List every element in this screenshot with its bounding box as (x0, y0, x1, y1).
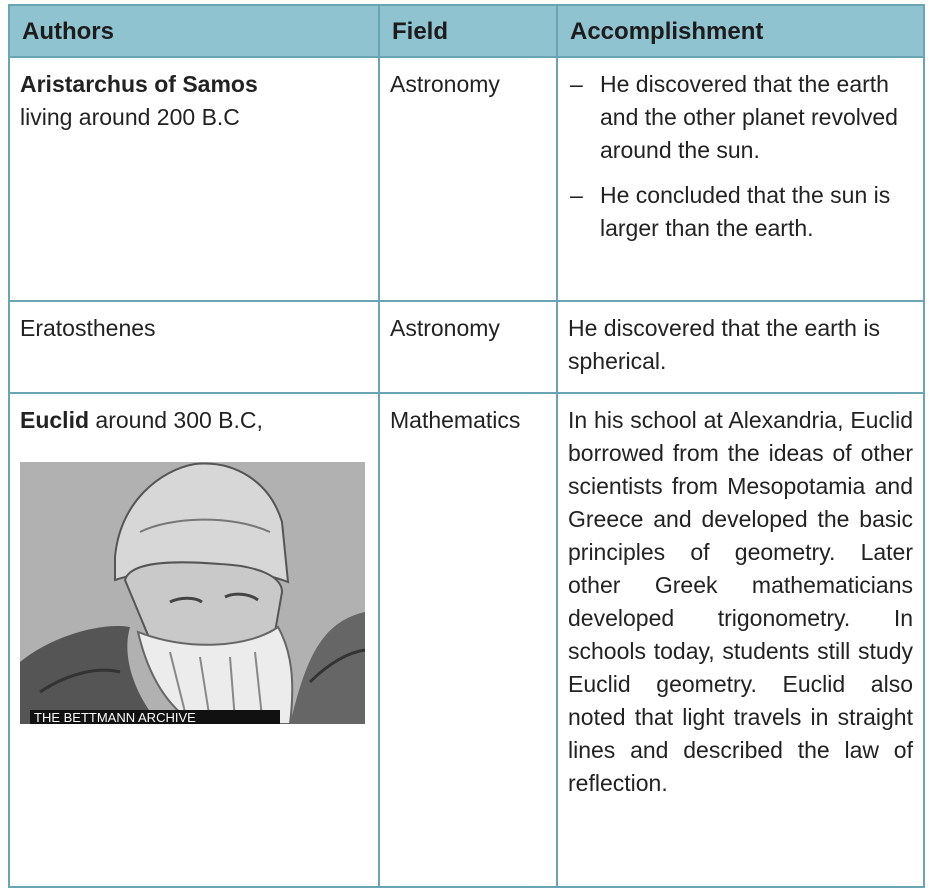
table-row (9, 301, 924, 393)
header-row (9, 5, 924, 57)
author-note: living around 200 B.C (20, 104, 240, 130)
header-field: Field (379, 5, 557, 57)
author-cell (9, 301, 379, 393)
author-name: Euclid (20, 407, 90, 433)
accomplishment-cell (557, 57, 924, 301)
accomplishment-cell: In his school at Alexandria, Euclid borrowed from the ideas of other scientists from Mesopotamia and Greece and developed the basic principles of geometry. Later other Greek mathematicians developed trigonometry. In schools today, students still study Euclid geometry. Euclid also noted that light travels in straight lines and described the law of reflection. (557, 393, 924, 887)
list-marker: – (570, 182, 583, 208)
accomplishment-cell: He discovered that the earth is spherical. (557, 301, 924, 393)
list-item-text: He discovered that the earth and the other planet revolved around the sun. (600, 71, 898, 163)
author-note: around 300 B.C, (89, 407, 263, 433)
field-cell: Astronomy (379, 301, 557, 393)
accomplishment-list (568, 68, 913, 245)
author-name: Eratosthenes (20, 315, 156, 341)
author-name: Aristarchus of Samos (20, 71, 258, 97)
list-marker: – (570, 71, 583, 97)
header-authors: Authors (9, 5, 379, 57)
list-item-text: He concluded that the sun is larger than the earth. (600, 182, 891, 241)
euclid-portrait-image (20, 462, 365, 724)
image-caption: THE BETTMANN ARCHIVE (34, 710, 196, 724)
author-cell (9, 393, 379, 887)
field-cell: Astronomy (379, 57, 557, 301)
table-row (9, 57, 924, 301)
header-accomplishment: Accomplishment (557, 5, 924, 57)
author-line (20, 404, 368, 437)
list-item (568, 68, 913, 167)
accomplishments-table (8, 4, 925, 888)
table-row (9, 393, 924, 887)
list-item (568, 179, 913, 245)
author-cell (9, 57, 379, 301)
field-cell: Mathematics (379, 393, 557, 887)
